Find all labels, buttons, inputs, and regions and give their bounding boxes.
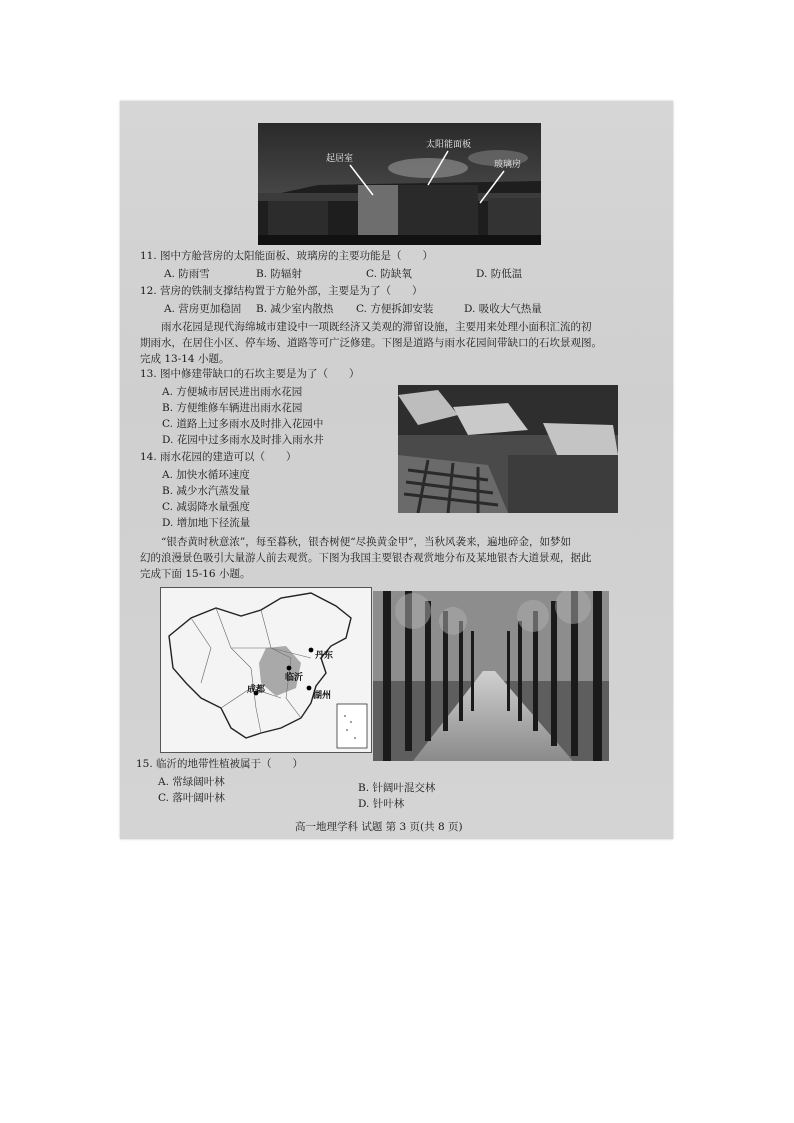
question-12-stem: 12. 营房的铁制支撑结构置于方舱外部，主要是为了（ ） (140, 285, 423, 297)
ginkgo-avenue-photo (373, 591, 609, 761)
passage-rain-garden-line-3: 完成 13-14 小题。 (140, 353, 230, 365)
q15-option-d: D. 针叶林 (358, 798, 405, 810)
q15-option-c: C. 落叶阔叶林 (158, 792, 225, 804)
question-15-stem: 15. 临沂的地带性植被属于（ ） (136, 758, 304, 770)
city-marker-icon (309, 648, 314, 653)
q12-option-b: B. 减少室内散热 (256, 303, 334, 315)
q13-option-c: C. 道路上过多雨水及时排入花园中 (162, 418, 324, 430)
q14-option-c: C. 减弱降水量强度 (162, 501, 250, 513)
passage-ginkgo-line-2: 幻的浪漫景色吸引大量游人前去观赏。下图为我国主要银杏观赏地分布及某地银杏大道景观，据此 (140, 552, 592, 564)
passage-rain-garden-line-1: 雨水花园是现代海绵城市建设中一项既经济又美观的滞留设施，主要用来处理小面积汇流的初 (140, 321, 592, 333)
photo-label-solar-panel: 太阳能面板 (426, 140, 472, 150)
question-13-stem: 13. 图中修建带缺口的石坎主要是为了（ ） (140, 368, 360, 380)
stone-curb-photo (398, 385, 618, 513)
q12-option-d: D. 吸收大气热量 (464, 303, 542, 315)
q12-option-a: A. 营房更加稳固 (164, 303, 242, 315)
passage-ginkgo-line-3: 完成下面 15-16 小题。 (140, 568, 251, 580)
china-map (160, 587, 372, 753)
q14-option-a: A. 加快水循环速度 (162, 469, 250, 481)
map-label-linyi: 临沂 (285, 673, 304, 683)
q11-option-d: D. 防低温 (476, 268, 523, 280)
q12-option-c: C. 方便拆卸安装 (356, 303, 434, 315)
page-footer: 高一地理学科 试题 第 3 页(共 8 页) (295, 821, 463, 833)
question-14-stem: 14. 雨水花园的建造可以（ ） (140, 451, 297, 463)
barracks-photo (258, 123, 541, 245)
q11-option-c: C. 防缺氧 (366, 268, 412, 280)
passage-ginkgo-line-1: “银杏黄时秋意浓”，每至暮秋，银杏树便“尽换黄金甲”，当秋风袭来，遍地碎金，如梦如 (140, 536, 571, 548)
photo-label-glass-house: 玻璃房 (494, 160, 522, 170)
passage-rain-garden-line-2: 期雨水，在居住小区、停车场、道路等可广泛修建。下图是道路与雨水花园间带缺口的石坎景观图。 (140, 337, 602, 349)
q13-option-b: B. 方便维修车辆进出雨水花园 (162, 402, 303, 414)
q11-option-b: B. 防辐射 (256, 268, 302, 280)
q13-option-a: A. 方便城市居民进出雨水花园 (162, 386, 303, 398)
q14-option-d: D. 增加地下径流量 (162, 517, 251, 529)
map-label-dandong: 丹东 (315, 651, 334, 661)
city-marker-icon (287, 666, 292, 671)
south-china-sea-inset (337, 704, 367, 748)
exam-page (120, 101, 673, 839)
q13-option-d: D. 花园中过多雨水及时排入雨水井 (162, 434, 324, 446)
q15-option-b: B. 针阔叶混交林 (358, 782, 436, 794)
q11-option-a: A. 防雨雪 (164, 268, 210, 280)
map-label-huzhou: 湖州 (313, 691, 332, 701)
question-11-stem: 11. 图中方舱营房的太阳能面板、玻璃房的主要功能是（ ） (140, 250, 434, 262)
map-label-chengdu: 成都 (247, 685, 266, 695)
q14-option-b: B. 减少水汽蒸发量 (162, 485, 250, 497)
q15-option-a: A. 常绿阔叶林 (158, 776, 225, 788)
city-marker-icon (307, 686, 312, 691)
photo-label-living-room: 起居室 (326, 154, 354, 164)
